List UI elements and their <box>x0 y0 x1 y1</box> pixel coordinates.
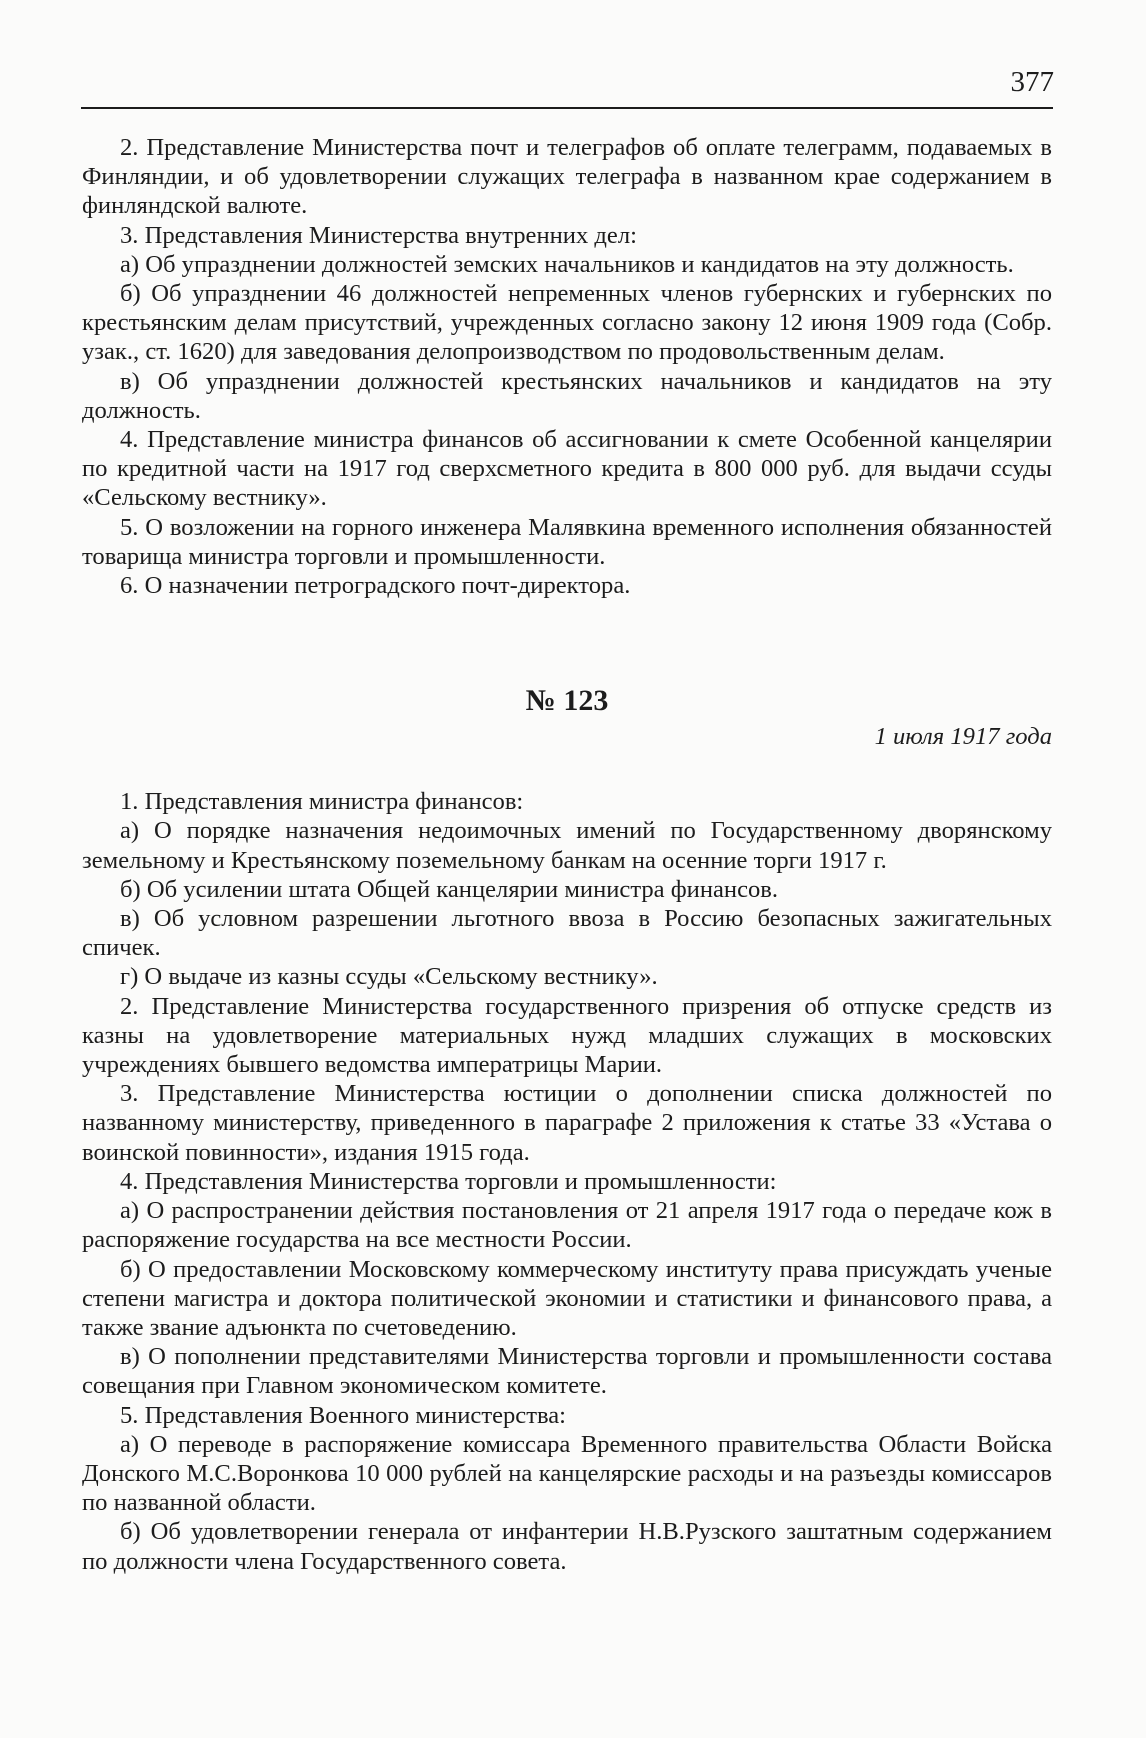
header-rule <box>81 107 1053 109</box>
paragraph: б) О предоставлении Московскому коммерческому институту права присуждать ученые степени магистра и доктора политической экономии и статистики и финансового права, а также звание адъюнкта по счетоведению. <box>82 1255 1052 1341</box>
paragraph: в) О пополнении представителями Министерства торговли и промышленности состава совещания при Главном экономическом комитете. <box>82 1343 1052 1400</box>
paragraph: б) Об удовлетворении генерала от инфантерии Н.В.Рузского заштатным содержанием по должности члена Государственного совета. <box>82 1518 1052 1575</box>
paragraph: 3. Представления Министерства внутренних дел: <box>120 221 637 249</box>
document-date: 1 июля 1917 года <box>874 723 1052 751</box>
paragraph: 3. Представление Министерства юстиции о дополнении списка должностей по названному министерству, приведенного в параграфе 2 приложения к статье 33 «Устава о воинской повинности», издания 1915 года. <box>82 1080 1052 1166</box>
paragraph: в) Об упразднении должностей крестьянских начальников и кандидатов на эту должность. <box>82 367 1052 424</box>
paragraph: г) О выдаче из казны ссуды «Сельскому вестнику». <box>120 963 658 991</box>
paragraph: 1. Представления министра финансов: <box>120 788 524 816</box>
paragraph: а) Об упразднении должностей земских начальников и кандидатов на эту должность. <box>120 250 1014 278</box>
paragraph: 5. Представления Военного министерства: <box>120 1401 566 1429</box>
paragraph: 4. Представления Министерства торговли и промышленности: <box>120 1167 777 1195</box>
paragraph: а) О переводе в распоряжение комиссара Временного правительства Области Войска Донского М.С.Воронкова 10 000 рублей на канцелярские расходы и на разъезды комиссаров по названной области. <box>82 1430 1052 1517</box>
paragraph: 2. Представление Министерства государственного призрения об отпуске средств из казны на удовлетворение материальных нужд младших служащих в московских учреждениях бывшего ведомства императрицы Марии. <box>82 992 1052 1079</box>
page-number: 377 <box>1010 66 1054 98</box>
paragraph: а) О порядке назначения недоимочных имений по Государственному дворянскому земельному и Крестьянскому поземельному банкам на осенние торги 1917 г. <box>82 817 1052 874</box>
paragraph: б) Об упразднении 46 должностей непременных членов губернских и губернских по крестьянским делам присутствий, учрежденных согласно закону 12 июня 1909 года (Собр. узак., ст. 1620) для заведования делопроизводством по продовольственным делам. <box>82 280 1052 366</box>
paragraph: 5. О возложении на горного инженера Малявкина временного исполнения обязанностей товарища министра торговли и промышленности. <box>82 513 1052 570</box>
paragraph: а) О распространении действия постановления от 21 апреля 1917 года о передаче кож в распоряжение государства на все местности России. <box>82 1197 1052 1254</box>
paragraph: 6. О назначении петроградского почт-директора. <box>120 572 631 600</box>
paragraph: 4. Представление министра финансов об ассигновании к смете Особенной канцелярии по кредитной части на 1917 год сверхсметного кредита в 800 000 руб. для выдачи ссуды «Сельскому вестнику». <box>82 426 1052 512</box>
paragraph: 2. Представление Министерства почт и телеграфов об оплате телеграмм, подаваемых в Финляндии, и об удовлетворении служащих телеграфа в названном крае содержанием в финляндской валюте. <box>82 134 1052 220</box>
document-number: № 123 <box>525 684 609 718</box>
paragraph: б) Об усилении штата Общей канцелярии министра финансов. <box>120 875 779 903</box>
paragraph: в) Об условном разрешении льготного ввоза в Россию безопасных зажигательных спичек. <box>82 905 1052 962</box>
page-content <box>82 133 1052 1576</box>
